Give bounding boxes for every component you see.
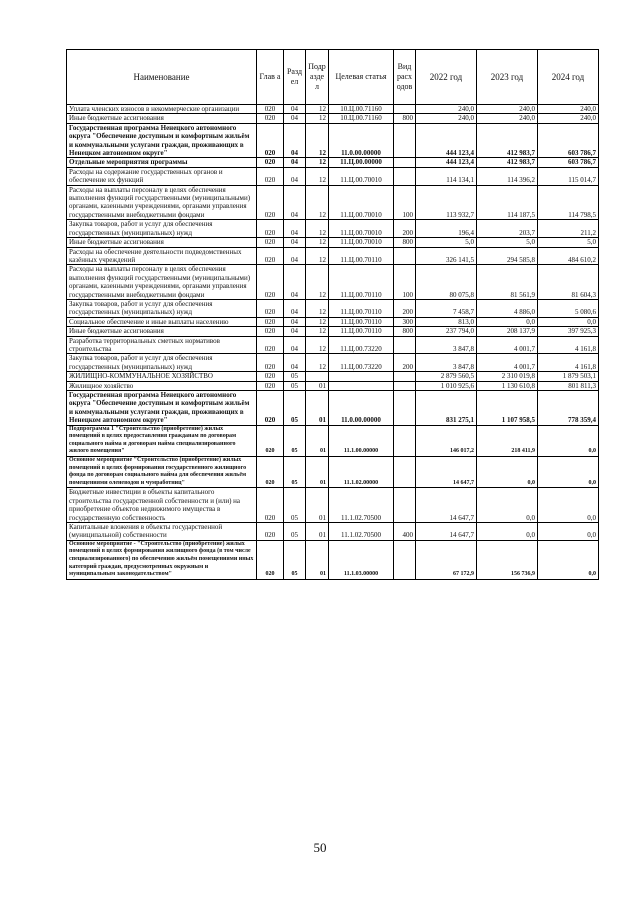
row-amount-2024-cell: 0,0 [538,540,599,579]
row-amount-2024-cell: 0,0 [538,488,599,523]
row-name-cell: Закупка товаров, работ и услуг для обеспечения государственных (муниципальных) нужд [67,220,257,238]
row-amount-2022-cell: 326 141,5 [416,247,477,265]
row-razdel-cell: 04 [284,185,306,220]
row-amount-2022-cell: 113 932,7 [416,185,477,220]
row-target-article-cell: 11.Ц.00.70110 [329,265,394,300]
row-razdel-cell: 05 [284,372,306,381]
row-amount-2024-cell: 0,0 [538,523,599,541]
row-expense-type-cell [394,372,416,381]
row-amount-2022-cell: 237 794,0 [416,327,477,336]
table-row [67,540,599,579]
header-glava: Глав а [257,50,284,105]
row-amount-2024-cell: 240,0 [538,114,599,123]
row-name-cell: Иные бюджетные ассигнования [67,327,257,336]
row-expense-type-cell: 100 [394,265,416,300]
header-target-article: Целевая статья [329,50,394,105]
row-podrazdel-cell: 12 [306,327,329,336]
row-target-article-cell: 11.Ц.00.70110 [329,317,394,326]
row-name-cell: Расходы на обеспечение деятельности подведомственных казённых учреждений [67,247,257,265]
row-amount-2023-cell: 240,0 [477,105,538,114]
row-name-cell: Закупка товаров, работ и услуг для обеспечения государственных (муниципальных) нужд [67,354,257,372]
row-target-article-cell: 11.Ц.00.70010 [329,238,394,247]
row-amount-2023-cell: 412 983,7 [477,158,538,167]
row-target-article-cell: 11.1.02.00000 [329,457,394,488]
row-expense-type-cell: 200 [394,354,416,372]
row-amount-2023-cell: 1 130 610,8 [477,381,538,390]
row-podrazdel-cell: 12 [306,105,329,114]
row-glava-cell: 020 [257,354,284,372]
row-razdel-cell: 04 [284,158,306,167]
row-expense-type-cell [394,105,416,114]
row-amount-2024-cell: 484 610,2 [538,247,599,265]
row-glava-cell: 020 [257,105,284,114]
row-target-article-cell: 11.Ц.00.70110 [329,299,394,317]
header-year-2022: 2022 год [416,50,477,105]
row-glava-cell: 020 [257,540,284,579]
row-name-cell: Отдельные мероприятия программы [67,158,257,167]
row-podrazdel-cell: 12 [306,220,329,238]
row-target-article-cell: 10.Ц.00.71160 [329,114,394,123]
row-amount-2022-cell: 80 075,8 [416,265,477,300]
row-expense-type-cell: 100 [394,185,416,220]
row-podrazdel-cell: 12 [306,158,329,167]
row-amount-2022-cell: 14 647,7 [416,523,477,541]
row-amount-2023-cell: 0,0 [477,317,538,326]
row-amount-2023-cell: 5,0 [477,238,538,247]
row-expense-type-cell: 400 [394,523,416,541]
row-name-cell: Расходы на выплаты персоналу в целях обеспечения выполнения функций государственными (муниципальными) органами, казенными учреждениями, органами управления государственными внебюджетными фондами [67,265,257,300]
table-row [67,457,599,488]
row-razdel-cell: 04 [284,327,306,336]
row-amount-2024-cell: 5,0 [538,238,599,247]
row-amount-2022-cell: 196,4 [416,220,477,238]
row-glava-cell: 020 [257,220,284,238]
row-razdel-cell: 05 [284,457,306,488]
row-razdel-cell: 04 [284,123,306,158]
row-amount-2024-cell: 1 879 503,1 [538,372,599,381]
row-razdel-cell: 05 [284,391,306,426]
row-podrazdel-cell: 12 [306,247,329,265]
row-razdel-cell: 05 [284,488,306,523]
row-amount-2023-cell: 240,0 [477,114,538,123]
row-razdel-cell: 04 [284,105,306,114]
row-target-article-cell [329,372,394,381]
row-name-cell: Бюджетные инвестиции в объекты капитального строительства государственной собственности и (или) на приобретение объектов недвижимого имущества в государственную собственность [67,488,257,523]
row-glava-cell: 020 [257,299,284,317]
row-amount-2024-cell: 211,2 [538,220,599,238]
table-row [67,238,599,247]
row-amount-2023-cell: 4 886,0 [477,299,538,317]
header-podrazdel: Подр азде л [306,50,329,105]
table-row [67,185,599,220]
row-target-article-cell: 11.Ц.00.70010 [329,185,394,220]
row-target-article-cell: 11.Ц.00.70010 [329,167,394,185]
table-row [67,488,599,523]
row-glava-cell: 020 [257,238,284,247]
row-glava-cell: 020 [257,158,284,167]
row-amount-2023-cell: 1 107 958,5 [477,391,538,426]
table-row [67,220,599,238]
row-amount-2022-cell: 14 647,7 [416,488,477,523]
row-glava-cell: 020 [257,317,284,326]
row-target-article-cell: 11.0.00.00000 [329,123,394,158]
row-target-article-cell [329,381,394,390]
table-row [67,167,599,185]
row-podrazdel-cell: 01 [306,523,329,541]
row-podrazdel-cell: 01 [306,425,329,456]
row-expense-type-cell [394,123,416,158]
row-podrazdel-cell: 01 [306,381,329,390]
row-razdel-cell: 04 [284,265,306,300]
table-row [67,425,599,456]
row-name-cell: Основное мероприятие "Строительство (приобретение) жилых помещений в целях формирования государственного жилищного фонда по договорам социального найма для обеспечения жильём помещениями оленеводов и чумработниц" [67,457,257,488]
row-expense-type-cell [394,247,416,265]
row-amount-2022-cell: 240,0 [416,105,477,114]
row-target-article-cell: 11.0.00.00000 [329,391,394,426]
row-target-article-cell: 11.1.03.00000 [329,540,394,579]
row-amount-2023-cell: 208 137,9 [477,327,538,336]
row-amount-2022-cell: 444 123,4 [416,123,477,158]
row-amount-2024-cell: 240,0 [538,105,599,114]
row-glava-cell: 020 [257,523,284,541]
row-podrazdel-cell: 12 [306,123,329,158]
row-name-cell: ЖИЛИЩНО-КОММУНАЛЬНОЕ ХОЗЯЙСТВО [67,372,257,381]
row-amount-2023-cell: 412 983,7 [477,123,538,158]
table-row [67,372,599,381]
table-row [67,381,599,390]
row-amount-2022-cell: 146 017,2 [416,425,477,456]
row-name-cell: Государственная программа Ненецкого автономного округа "Обеспечение доступным и комфортным жильём и коммунальными услугами граждан, проживающих в Ненецком автономном округе" [67,391,257,426]
row-expense-type-cell [394,336,416,354]
row-name-cell: Разработка территориальных сметных нормативов строительства [67,336,257,354]
row-name-cell: Капитальные вложения в объекты государственной (муниципальной) собственности [67,523,257,541]
header-year-2023: 2023 год [477,50,538,105]
row-name-cell: Расходы на содержание государственных органов и обеспечение их функций [67,167,257,185]
table-header-row [67,50,599,105]
row-target-article-cell: 11.Ц.00.70010 [329,220,394,238]
row-razdel-cell: 04 [284,247,306,265]
row-podrazdel-cell: 01 [306,391,329,426]
row-target-article-cell: 11.Ц.00.70110 [329,327,394,336]
row-target-article-cell: 11.1.02.70500 [329,523,394,541]
row-amount-2024-cell: 801 811,3 [538,381,599,390]
row-amount-2024-cell: 4 161,8 [538,336,599,354]
row-expense-type-cell: 800 [394,114,416,123]
row-amount-2022-cell: 3 847,8 [416,336,477,354]
row-name-cell: Иные бюджетные ассигнования [67,238,257,247]
row-expense-type-cell [394,158,416,167]
row-podrazdel-cell: 12 [306,299,329,317]
row-amount-2023-cell: 0,0 [477,523,538,541]
row-razdel-cell: 04 [284,220,306,238]
row-glava-cell: 020 [257,265,284,300]
row-amount-2022-cell: 7 458,7 [416,299,477,317]
row-amount-2023-cell: 294 585,8 [477,247,538,265]
header-name: Наименование [67,50,257,105]
row-glava-cell: 020 [257,381,284,390]
row-expense-type-cell [394,391,416,426]
row-glava-cell: 020 [257,425,284,456]
row-name-cell: Уплата членских взносов в некоммерческие организации [67,105,257,114]
row-amount-2022-cell: 67 172,9 [416,540,477,579]
table-row [67,105,599,114]
row-razdel-cell: 05 [284,523,306,541]
row-amount-2024-cell: 114 798,5 [538,185,599,220]
row-podrazdel-cell: 01 [306,488,329,523]
row-amount-2022-cell: 114 134,1 [416,167,477,185]
row-expense-type-cell: 800 [394,238,416,247]
row-podrazdel-cell: 12 [306,265,329,300]
row-target-article-cell: 11.1.00.00000 [329,425,394,456]
row-amount-2022-cell: 3 847,8 [416,354,477,372]
row-podrazdel-cell: 12 [306,354,329,372]
row-razdel-cell: 05 [284,381,306,390]
row-amount-2024-cell: 0,0 [538,425,599,456]
row-podrazdel-cell: 12 [306,238,329,247]
table-row [67,523,599,541]
row-glava-cell: 020 [257,336,284,354]
row-podrazdel-cell: 01 [306,457,329,488]
table-row [67,317,599,326]
row-glava-cell: 020 [257,372,284,381]
row-glava-cell: 020 [257,247,284,265]
row-podrazdel-cell: 01 [306,540,329,579]
row-amount-2023-cell: 114 187,5 [477,185,538,220]
table-row [67,327,599,336]
row-name-cell: Закупка товаров, работ и услуг для обеспечения государственных (муниципальных) нужд [67,299,257,317]
header-expense-type: Вид расх одов [394,50,416,105]
row-target-article-cell: 11.1.02.70500 [329,488,394,523]
row-amount-2023-cell: 0,0 [477,488,538,523]
row-glava-cell: 020 [257,391,284,426]
row-amount-2023-cell: 203,7 [477,220,538,238]
row-amount-2022-cell: 5,0 [416,238,477,247]
row-amount-2024-cell: 397 925,3 [538,327,599,336]
row-amount-2022-cell: 1 010 925,6 [416,381,477,390]
row-amount-2023-cell: 218 411,9 [477,425,538,456]
row-amount-2023-cell: 156 736,9 [477,540,538,579]
row-expense-type-cell [394,425,416,456]
row-target-article-cell: 11.Ц.00.73220 [329,336,394,354]
row-target-article-cell: 11.Ц.00.70110 [329,247,394,265]
row-razdel-cell: 04 [284,317,306,326]
row-glava-cell: 020 [257,114,284,123]
row-podrazdel-cell: 12 [306,167,329,185]
row-amount-2023-cell: 114 396,2 [477,167,538,185]
row-amount-2023-cell: 4 001,7 [477,354,538,372]
row-expense-type-cell: 200 [394,299,416,317]
table-row [67,265,599,300]
row-razdel-cell: 04 [284,114,306,123]
budget-table [66,49,599,580]
row-expense-type-cell [394,381,416,390]
row-target-article-cell: 11.Ц.00.00000 [329,158,394,167]
row-amount-2022-cell: 14 647,7 [416,457,477,488]
row-razdel-cell: 04 [284,336,306,354]
row-expense-type-cell [394,540,416,579]
page-number: 50 [313,840,327,855]
row-name-cell: Подпрограмма 1 "Строительство (приобретение) жилых помещений в целях предоставления гражданам по договорам социального найма и договорам найма специализированного жилого помещения" [67,425,257,456]
row-amount-2022-cell: 240,0 [416,114,477,123]
row-glava-cell: 020 [257,185,284,220]
row-amount-2024-cell: 81 604,3 [538,265,599,300]
table-row [67,114,599,123]
row-razdel-cell: 04 [284,354,306,372]
row-expense-type-cell [394,167,416,185]
row-name-cell: Жилищное хозяйство [67,381,257,390]
row-amount-2024-cell: 115 014,7 [538,167,599,185]
row-razdel-cell: 04 [284,299,306,317]
row-amount-2022-cell: 813,0 [416,317,477,326]
header-razdel: Разд ел [284,50,306,105]
row-amount-2024-cell: 5 080,6 [538,299,599,317]
header-year-2024: 2024 год [538,50,599,105]
row-glava-cell: 020 [257,457,284,488]
row-glava-cell: 020 [257,123,284,158]
row-amount-2024-cell: 4 161,8 [538,354,599,372]
table-row [67,336,599,354]
row-glava-cell: 020 [257,167,284,185]
row-amount-2024-cell: 0,0 [538,457,599,488]
row-expense-type-cell: 800 [394,327,416,336]
row-name-cell: Расходы на выплаты персоналу в целях обеспечения выполнения функций государственными (муниципальными) органами, казенными учреждениями, органами управления государственными внебюджетными фондами [67,185,257,220]
row-razdel-cell: 05 [284,425,306,456]
row-podrazdel-cell: 12 [306,114,329,123]
row-amount-2022-cell: 831 275,1 [416,391,477,426]
row-glava-cell: 020 [257,488,284,523]
row-target-article-cell: 10.Ц.00.71160 [329,105,394,114]
row-razdel-cell: 05 [284,540,306,579]
row-amount-2024-cell: 603 786,7 [538,123,599,158]
row-name-cell: Социальное обеспечение и иные выплаты населению [67,317,257,326]
row-amount-2024-cell: 0,0 [538,317,599,326]
row-name-cell: Основное мероприятие - "Строительство (приобретение) жилых помещений в целях формирования жилищного фонда (в том числе специализированного) по обеспечению жильём помещениями иных категорий граждан, предусмотренных окружным и муниципальным законодательством" [67,540,257,579]
row-name-cell: Государственная программа Ненецкого автономного округа "Обеспечение доступным и комфортным жильём и коммунальными услугами граждан, проживающих в Ненецком автономном округе" [67,123,257,158]
row-amount-2024-cell: 778 359,4 [538,391,599,426]
row-amount-2023-cell: 0,0 [477,457,538,488]
row-expense-type-cell: 200 [394,220,416,238]
row-podrazdel-cell: 12 [306,185,329,220]
row-amount-2024-cell: 603 786,7 [538,158,599,167]
row-amount-2022-cell: 444 123,4 [416,158,477,167]
table-row [67,158,599,167]
row-name-cell: Иные бюджетные ассигнования [67,114,257,123]
table-row [67,299,599,317]
table-row [67,354,599,372]
row-amount-2023-cell: 81 561,9 [477,265,538,300]
row-amount-2022-cell: 2 879 560,5 [416,372,477,381]
row-expense-type-cell: 300 [394,317,416,326]
row-expense-type-cell [394,457,416,488]
row-target-article-cell: 11.Ц.00.73220 [329,354,394,372]
row-amount-2023-cell: 4 001,7 [477,336,538,354]
table-body [67,105,599,580]
row-glava-cell: 020 [257,327,284,336]
table-row [67,123,599,158]
row-razdel-cell: 04 [284,238,306,247]
row-razdel-cell: 04 [284,167,306,185]
row-expense-type-cell [394,488,416,523]
row-amount-2023-cell: 2 310 019,8 [477,372,538,381]
table-row [67,391,599,426]
row-podrazdel-cell [306,372,329,381]
row-podrazdel-cell: 12 [306,336,329,354]
table-row [67,247,599,265]
row-podrazdel-cell: 12 [306,317,329,326]
